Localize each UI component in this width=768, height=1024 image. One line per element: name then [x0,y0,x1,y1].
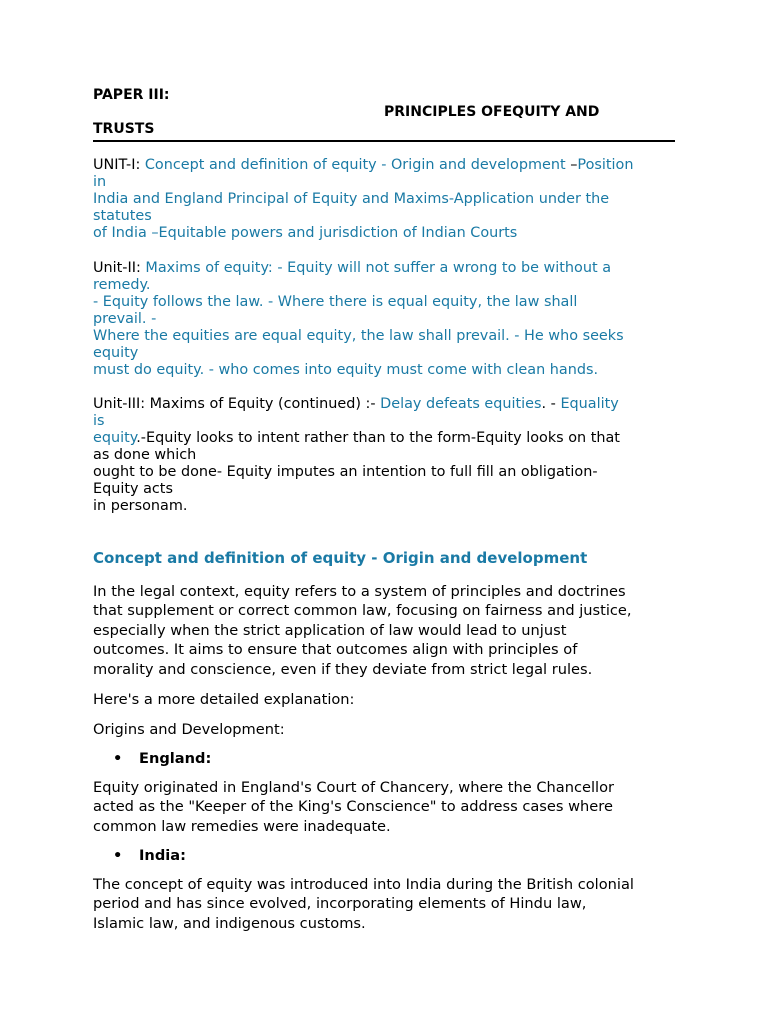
unit-3-line-3-rest: .-Equity looks to intent rather than to the form-Equity looks on that [136,430,620,446]
paragraph-england-line-2: acted as the "Keeper of the King's Conscience" to address cases where [93,798,613,816]
bullet-dot-icon: • [113,750,123,767]
unit-3-line-1 [93,396,675,413]
unit-3-separator: . - [541,396,561,412]
section-heading: Concept and definition of equity - Origin and development [93,549,588,567]
unit-2-line-7: must do equity. - who comes into equity must come with clean hands. [93,362,599,378]
paragraph-intro-line-3: especially when the strict application of law would lead to unjust [93,621,567,639]
unit-2-line-6: equity [93,345,139,361]
paragraph-india-line-3: Islamic law, and indigenous customs. [93,914,366,932]
bullet-india-label: India: [139,847,186,864]
paragraph-intro-line-5: morality and conscience, even if they deviate from strict legal rules. [93,660,593,678]
paragraph-explanation [93,690,675,709]
unit-3-prefix: Unit-III: Maxims of Equity (continued) :- [93,396,381,412]
unit-2-line-5: Where the equities are equal equity, the law shall prevail. - He who seeks [93,328,624,344]
unit-3-line-3 [93,430,675,447]
unit-3-line-7: in personam. [93,498,188,514]
paragraph-origins [93,720,675,739]
bullet-india [113,846,186,865]
unit-3-line-4: as done which [93,447,197,463]
paragraph-india [93,875,675,933]
paragraph-india-line-1: The concept of equity was introduced into India during the British colonial [93,876,634,893]
unit-3-topic-3: equity [93,430,137,446]
bullet-england [113,749,211,768]
unit-2-prefix: Unit-II: [93,260,146,276]
unit-1-topic: Concept and definition of equity - Origin and development [144,157,566,173]
unit-3-topic-1: Delay defeats equities [380,396,542,412]
unit-3-block [93,396,675,515]
unit-1-dash: – [565,157,578,173]
bullet-dot-icon: • [113,847,123,864]
unit-2-line-1 [93,260,675,277]
header-divider [93,140,675,142]
paragraph-intro [93,582,675,679]
unit-1-topic-2: Position [577,157,634,173]
paragraph-intro-line-2: that supplement or correct common law, focusing on fairness and justice, [93,602,632,620]
unit-3-line-6: Equity acts [93,481,173,497]
unit-2-block [93,260,675,379]
unit-2-line-3: - Equity follows the law. - Where there is equal equity, the law shall [93,294,578,310]
paragraph-india-line-2: period and has since evolved, incorporating elements of Hindu law, [93,895,587,913]
unit-1-line-2: in [93,174,107,190]
unit-1-block [93,157,675,242]
unit-1-line-4: statutes [93,208,152,224]
paragraph-origins-line: Origins and Development: [93,721,285,738]
paragraph-england-line-1: Equity originated in England's Court of Chancery, where the Chancellor [93,779,615,796]
unit-1-line-5: of India –Equitable powers and jurisdiction of Indian Courts [93,225,518,241]
paper-title-continued: TRUSTS [93,121,155,137]
bullet-england-label: England: [139,750,212,767]
unit-3-line-5: ought to be done- Equity imputes an intention to full fill an obligation- [93,464,598,480]
unit-2-line-4: prevail. - [93,311,157,327]
unit-1-line-3: India and England Principal of Equity and Maxims-Application under the [93,191,610,207]
paragraph-england-line-3: common law remedies were inadequate. [93,817,391,835]
paper-label: PAPER III: [93,87,170,103]
unit-2-topic: Maxims of equity: - Equity will not suffer a wrong to be without a [145,260,612,276]
unit-1-line-1 [93,157,675,174]
unit-2-line-2: remedy. [93,277,151,293]
unit-3-topic-2: Equality [560,396,619,412]
paragraph-england [93,778,675,836]
paper-title: PRINCIPLES OFEQUITY AND [384,104,600,120]
unit-3-line-2: is [93,413,105,429]
paragraph-intro-line-1: In the legal context, equity refers to a system of principles and doctrines [93,583,626,600]
paragraph-explanation-line: Here's a more detailed explanation: [93,691,355,708]
paragraph-intro-line-4: outcomes. It aims to ensure that outcomes align with principles of [93,641,578,659]
unit-1-prefix: UNIT-I: [93,157,145,173]
